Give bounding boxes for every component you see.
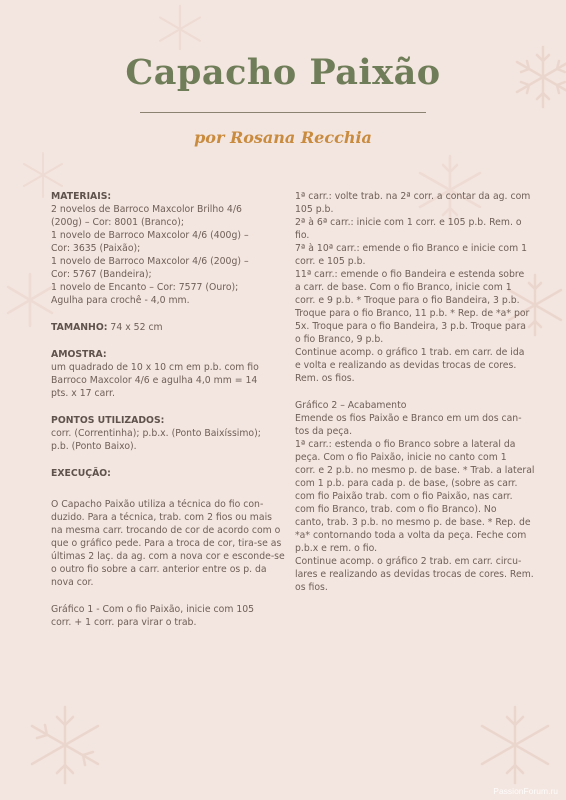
materials-line: Agulha para crochê - 4,0 mm. bbox=[51, 295, 190, 306]
finishing-line: corr. e 2 p.b. no mesmo p. de base. * Trab. a lateral bbox=[295, 465, 535, 476]
rows-line: Rem. os fios. bbox=[295, 373, 355, 384]
finishing-line: com fio Branco, trab. com o fio Branco). No bbox=[295, 504, 497, 515]
snowflake-icon bbox=[150, 0, 210, 50]
finishing-line: p.b.x e rem. o fio. bbox=[295, 543, 378, 554]
chart1-line: corr. + 1 corr. para virar o trab. bbox=[51, 617, 197, 628]
finishing-line: com 1 p.b. para cada p. de base, (sobre as carr. bbox=[295, 478, 518, 489]
finishing-line: *a* contornando toda a volta da peça. Feche com bbox=[295, 530, 527, 541]
gauge-line: pts. x 17 carr. bbox=[51, 388, 115, 399]
chart1-section bbox=[51, 603, 273, 629]
execution-line: que o gráfico pede. Para a troca de cor, tira-se as bbox=[51, 538, 282, 549]
rows-line: corr. e 105 p.b. bbox=[295, 256, 366, 267]
snowflake-icon bbox=[20, 700, 110, 790]
finishing-line: peça. Com o fio Paixão, inicie no canto com 1 bbox=[295, 452, 507, 463]
materials-section bbox=[51, 190, 273, 307]
rows-line: fio. bbox=[295, 230, 310, 241]
execution-line: o outro fio sobre a carr. anterior entre os p. da bbox=[51, 564, 267, 575]
rows-section bbox=[295, 190, 531, 385]
stitches-line: p.b. (Ponto Baixo). bbox=[51, 441, 137, 452]
materials-line: 1 novelo de Barroco Maxcolor 4/6 (400g) – bbox=[51, 230, 249, 241]
page-title: Capacho Paixão bbox=[125, 52, 441, 93]
execution-line: O Capacho Paixão utiliza a técnica do fio con- bbox=[51, 499, 264, 510]
watermark: PassionForum.ru bbox=[493, 786, 558, 796]
gauge-line: Barroco Maxcolor 4/6 e agulha 4,0 mm = 14 bbox=[51, 375, 258, 386]
gauge-section bbox=[51, 348, 273, 400]
finishing-line: 1ª carr.: estenda o fio Branco sobre a lateral da bbox=[295, 439, 516, 450]
materials-line: 1 novelo de Encanto – Cor: 7577 (Ouro); bbox=[51, 282, 239, 293]
execution-section bbox=[51, 498, 285, 589]
rows-line: e volta e realizando as devidas trocas de cores. bbox=[295, 360, 517, 371]
finishing-line: Continue acomp. o gráfico 2 trab. em carr. circu- bbox=[295, 556, 522, 567]
rows-line: Troque para o fio Branco, 11 p.b. * Rep. de *a* por bbox=[295, 308, 530, 319]
finishing-section bbox=[295, 399, 535, 594]
gauge-line: um quadrado de 10 x 10 cm em p.b. com fio bbox=[51, 362, 259, 373]
finishing-line: canto, trab. 3 p.b. no mesmo p. de base. * Rep. de bbox=[295, 517, 531, 528]
rows-line: 5x. Troque para o fio Bandeira, 3 p.b. Troque para bbox=[295, 321, 526, 332]
rows-line: 105 p.b. bbox=[295, 204, 334, 215]
stitches-line: corr. (Correntinha); p.b.x. (Ponto Baixíssimo); bbox=[51, 428, 261, 439]
materials-line: 2 novelos de Barroco Maxcolor Brilho 4/6 bbox=[51, 204, 242, 215]
finishing-line: com fio Paixão trab. com o fio Paixão, nas carr. bbox=[295, 491, 513, 502]
size-value: 74 x 52 cm bbox=[110, 322, 163, 333]
author-byline: por Rosana Recchia bbox=[194, 128, 372, 147]
rows-line: 2ª à 6ª carr.: inicie com 1 corr. e 105 p.b. Rem. o bbox=[295, 217, 522, 228]
left-column bbox=[51, 190, 285, 643]
rows-line: 11ª carr.: emende o fio Bandeira e estenda sobre bbox=[295, 269, 525, 280]
gauge-heading: AMOSTRA: bbox=[51, 349, 107, 360]
finishing-line: os fios. bbox=[295, 582, 328, 593]
materials-line: 1 novelo de Barroco Maxcolor 4/6 (200g) – bbox=[51, 256, 249, 267]
snowflake-icon bbox=[470, 700, 560, 790]
rows-line: 1ª carr.: volte trab. na 2ª corr. a contar da ag. com bbox=[295, 191, 531, 202]
rows-line: corr. e 9 p.b. * Troque para o fio Bandeira, 3 p.b. bbox=[295, 295, 520, 306]
materials-heading: MATERIAIS: bbox=[51, 191, 112, 202]
right-column bbox=[295, 190, 535, 608]
execution-line: últimas 2 laç. da ag. com a nova cor e esconde-se bbox=[51, 551, 285, 562]
execution-heading-block bbox=[51, 467, 273, 480]
rows-line: o fio Branco, 9 p.b. bbox=[295, 334, 384, 345]
execution-line: na mesma carr. trocando de cor de acordo com o bbox=[51, 525, 281, 536]
execution-heading: EXECUÇÃO: bbox=[51, 468, 111, 479]
chart1-line: Gráfico 1 - Com o fio Paixão, inicie com 105 bbox=[51, 604, 255, 615]
finishing-line: tos da peça. bbox=[295, 426, 353, 437]
materials-line: Cor: 3635 (Paixão); bbox=[51, 243, 141, 254]
title-divider bbox=[140, 112, 426, 113]
materials-line: Cor: 5767 (Bandeira); bbox=[51, 269, 152, 280]
finishing-line: Emende os fios Paixão e Branco em um dos can- bbox=[295, 413, 522, 424]
size-heading: TAMANHO: bbox=[51, 322, 108, 333]
rows-line: 7ª à 10ª carr.: emende o fio Branco e inicie com 1 bbox=[295, 243, 528, 254]
rows-line: a carr. de base. Com o fio Branco, inicie com 1 bbox=[295, 282, 512, 293]
stitches-heading: PONTOS UTILIZADOS: bbox=[51, 415, 165, 426]
finishing-line: lares e realizando as devidas trocas de cores. Rem. bbox=[295, 569, 534, 580]
rows-line: Continue acomp. o gráfico 1 trab. em carr. de ida bbox=[295, 347, 525, 358]
size-section bbox=[51, 321, 273, 334]
execution-line: duzido. Para a técnica, trab. com 2 fios ou mais bbox=[51, 512, 272, 523]
execution-line: nova cor. bbox=[51, 577, 94, 588]
materials-line: (200g) – Cor: 8001 (Branco); bbox=[51, 217, 184, 228]
finishing-line: Gráfico 2 – Acabamento bbox=[295, 400, 407, 411]
stitches-section bbox=[51, 414, 273, 453]
